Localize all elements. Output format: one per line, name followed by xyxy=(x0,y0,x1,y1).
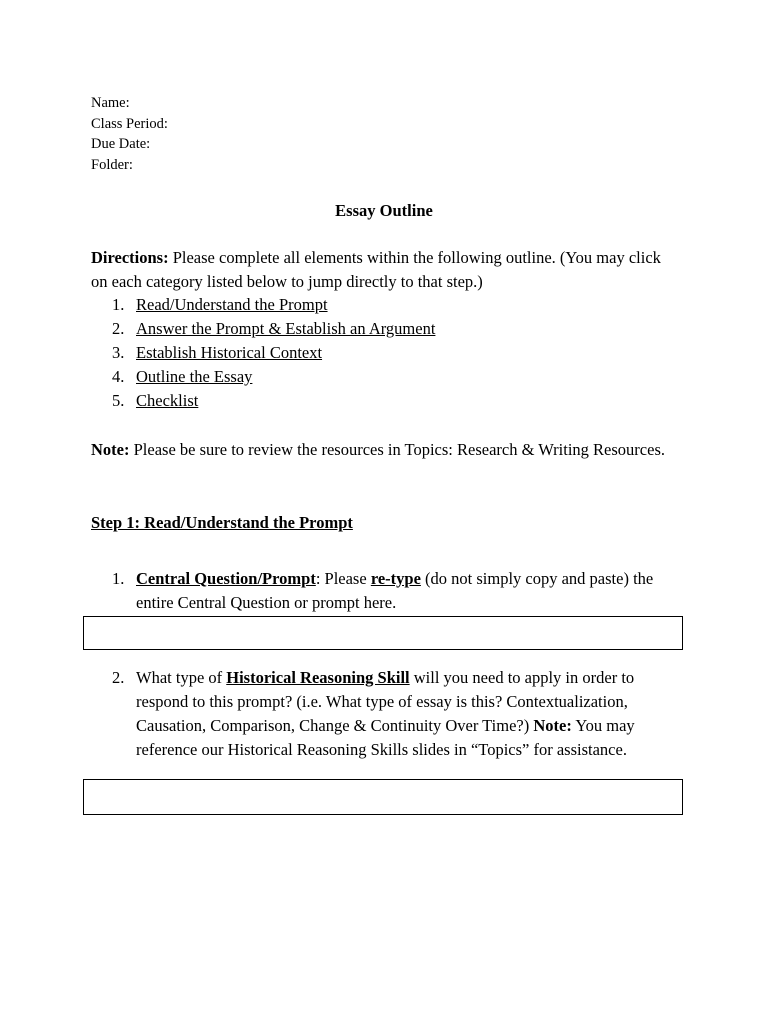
toc-item xyxy=(91,293,435,317)
question-text-part: : Please xyxy=(315,569,371,588)
due-date-label: Due Date: xyxy=(91,136,151,152)
toc-number: 3. xyxy=(112,343,125,362)
note-text: Please be sure to review the resources in Topics: Research & Writing Resources. xyxy=(129,440,665,459)
toc-number: 4. xyxy=(112,367,125,386)
question-text-part: What type of xyxy=(136,668,227,687)
folder-label: Folder: xyxy=(91,156,133,173)
directions-paragraph xyxy=(91,246,681,294)
answer-box-reasoning-skill[interactable] xyxy=(83,779,683,815)
link-outline-essay[interactable]: Outline the Essay xyxy=(136,367,253,386)
question-text-part: You may reference our Historical Reasoning Skills slides in “Topics” for assistance. xyxy=(136,716,635,759)
directions-label: Directions: xyxy=(91,248,169,267)
note-label: Note: xyxy=(91,440,130,459)
toc-number: 5. xyxy=(112,391,125,410)
directions-text: Please complete all elements within the following outline. (You may click on each category listed below to jump directly to that step.) xyxy=(91,248,661,291)
question-text-part: will you need to apply in order to respond to this prompt? (i.e. What type of essay is this? Contextualization, Causation, Comparison, Change & Continuity Over Time?) xyxy=(136,668,635,735)
student-info-header xyxy=(91,93,168,175)
toc-item xyxy=(91,389,435,413)
link-read-understand-prompt[interactable]: Read/Understand the Prompt xyxy=(136,295,328,314)
name-label: Name: xyxy=(91,95,130,111)
note-paragraph xyxy=(91,438,681,462)
toc-item xyxy=(91,365,435,389)
class-period-label: Class Period: xyxy=(91,115,168,132)
step-links-list xyxy=(91,293,435,413)
answer-box-central-question[interactable] xyxy=(83,616,683,650)
question-text-part: (do not simply copy and paste) the entire Central Question or prompt here. xyxy=(136,569,654,612)
toc-number: 1. xyxy=(112,295,125,314)
toc-item xyxy=(91,317,435,341)
toc-number: 2. xyxy=(112,319,125,338)
document-title: Essay Outline xyxy=(335,201,433,220)
toc-item xyxy=(91,341,435,365)
historical-reasoning-skill-term: Historical Reasoning Skill xyxy=(226,668,410,687)
question-1-text xyxy=(136,567,671,615)
link-checklist[interactable]: Checklist xyxy=(136,391,199,410)
question-2-text xyxy=(136,666,671,762)
question-number: 2. xyxy=(112,668,125,687)
link-historical-context[interactable]: Establish Historical Context xyxy=(136,343,323,362)
question-number: 1. xyxy=(112,569,125,588)
retype-emphasis: re-type xyxy=(370,569,421,588)
question-2 xyxy=(91,666,671,762)
central-question-term: Central Question/Prompt xyxy=(136,569,316,588)
question-1 xyxy=(91,567,671,615)
note-label-inline: Note: xyxy=(533,716,572,735)
step1-heading: Step 1: Read/Understand the Prompt xyxy=(91,513,353,532)
link-answer-prompt[interactable]: Answer the Prompt & Establish an Argument xyxy=(136,319,436,338)
